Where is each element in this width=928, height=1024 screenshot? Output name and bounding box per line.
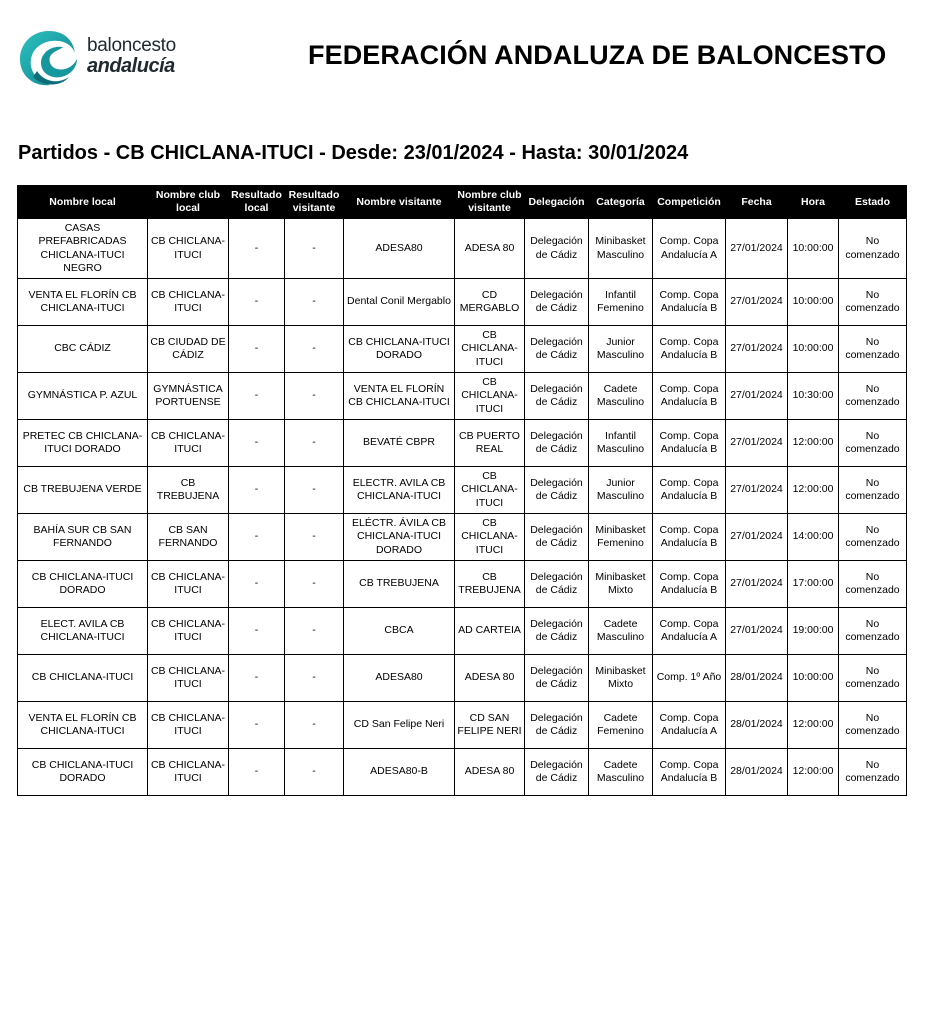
table-cell: GYMNÁSTICA P. AZUL <box>18 373 148 420</box>
brand-logo <box>17 27 207 89</box>
table-cell: No comenzado <box>839 561 907 608</box>
table-cell: CBC CÁDIZ <box>18 326 148 373</box>
table-cell: 28/01/2024 <box>726 702 788 749</box>
table-cell: CASAS PREFABRICADAS CHICLANA-ITUCI NEGRO <box>18 219 148 279</box>
table-cell: - <box>229 373 285 420</box>
table-cell: Delegación de Cádiz <box>525 467 589 514</box>
table-cell: Delegación de Cádiz <box>525 420 589 467</box>
column-header: Delegación <box>525 186 589 219</box>
table-cell: No comenzado <box>839 219 907 279</box>
column-header: Nombre club visitante <box>455 186 525 219</box>
table-cell: - <box>285 608 344 655</box>
table-cell: 28/01/2024 <box>726 749 788 796</box>
table-cell: Delegación de Cádiz <box>525 373 589 420</box>
table-cell: Junior Masculino <box>589 326 653 373</box>
table-cell: 27/01/2024 <box>726 561 788 608</box>
table-cell: CB TREBUJENA <box>344 561 455 608</box>
table-cell: - <box>229 702 285 749</box>
table-cell: CB CIUDAD DE CÁDIZ <box>148 326 229 373</box>
table-cell: - <box>285 749 344 796</box>
table-cell: CB TREBUJENA VERDE <box>18 467 148 514</box>
table-cell: Comp. Copa Andalucía B <box>653 373 726 420</box>
table-cell: Comp. Copa Andalucía B <box>653 326 726 373</box>
table-cell: - <box>285 514 344 561</box>
column-header: Nombre visitante <box>344 186 455 219</box>
table-row <box>18 655 907 702</box>
table-cell: CB CHICLANA-ITUCI <box>148 219 229 279</box>
table-cell: - <box>229 655 285 702</box>
table-cell: Infantil Femenino <box>589 279 653 326</box>
table-row <box>18 326 907 373</box>
matches-table <box>17 185 907 796</box>
table-cell: No comenzado <box>839 608 907 655</box>
table-row <box>18 749 907 796</box>
table-cell: - <box>229 219 285 279</box>
table-cell: ADESA 80 <box>455 655 525 702</box>
table-cell: Delegación de Cádiz <box>525 749 589 796</box>
table-cell: CB CHICLANA-ITUCI <box>148 420 229 467</box>
table-body <box>18 219 907 796</box>
table-cell: Delegación de Cádiz <box>525 326 589 373</box>
table-cell: Comp. Copa Andalucía B <box>653 420 726 467</box>
table-cell: Comp. Copa Andalucía B <box>653 561 726 608</box>
table-cell: ADESA80-B <box>344 749 455 796</box>
table-cell: Comp. Copa Andalucía B <box>653 279 726 326</box>
table-cell: 27/01/2024 <box>726 326 788 373</box>
table-cell: 27/01/2024 <box>726 467 788 514</box>
brand-line2: andalucía <box>87 55 175 77</box>
table-cell: Comp. Copa Andalucía A <box>653 219 726 279</box>
table-cell: Delegación de Cádiz <box>525 219 589 279</box>
table-cell: - <box>229 561 285 608</box>
table-cell: - <box>229 467 285 514</box>
table-row <box>18 279 907 326</box>
table-cell: CB CHICLANA-ITUCI <box>148 561 229 608</box>
table-cell: BAHÍA SUR CB SAN FERNANDO <box>18 514 148 561</box>
table-cell: Comp. Copa Andalucía A <box>653 702 726 749</box>
table-cell: ADESA80 <box>344 219 455 279</box>
brand-line1: baloncesto <box>87 35 176 56</box>
table-row <box>18 373 907 420</box>
table-cell: CB CHICLANA-ITUCI <box>455 326 525 373</box>
table-cell: Comp. Copa Andalucía B <box>653 749 726 796</box>
table-cell: - <box>285 561 344 608</box>
table-row <box>18 219 907 279</box>
table-cell: Junior Masculino <box>589 467 653 514</box>
table-cell: 10:00:00 <box>788 279 839 326</box>
table-cell: ADESA80 <box>344 655 455 702</box>
table-cell: Minibasket Femenino <box>589 514 653 561</box>
table-cell: No comenzado <box>839 420 907 467</box>
table-cell: 10:00:00 <box>788 326 839 373</box>
table-cell: AD CARTEIA <box>455 608 525 655</box>
table-cell: 10:00:00 <box>788 655 839 702</box>
table-cell: 27/01/2024 <box>726 608 788 655</box>
table-cell: 12:00:00 <box>788 467 839 514</box>
table-cell: Comp. Copa Andalucía B <box>653 514 726 561</box>
column-header: Resultado visitante <box>285 186 344 219</box>
table-cell: No comenzado <box>839 467 907 514</box>
table-row <box>18 467 907 514</box>
table-cell: CB CHICLANA-ITUCI <box>148 655 229 702</box>
table-cell: 27/01/2024 <box>726 373 788 420</box>
table-cell: 28/01/2024 <box>726 655 788 702</box>
table-cell: 12:00:00 <box>788 749 839 796</box>
column-header: Nombre local <box>18 186 148 219</box>
table-cell: 10:00:00 <box>788 219 839 279</box>
table-cell: VENTA EL FLORÍN CB CHICLANA-ITUCI <box>18 702 148 749</box>
column-header: Hora <box>788 186 839 219</box>
table-cell: Cadete Masculino <box>589 373 653 420</box>
table-cell: ADESA 80 <box>455 749 525 796</box>
table-cell: Delegación de Cádiz <box>525 608 589 655</box>
table-cell: CB TREBUJENA <box>148 467 229 514</box>
table-cell: VENTA EL FLORÍN CB CHICLANA-ITUCI <box>344 373 455 420</box>
table-cell: Delegación de Cádiz <box>525 655 589 702</box>
table-cell: VENTA EL FLORÍN CB CHICLANA-ITUCI <box>18 279 148 326</box>
table-cell: ELECT. AVILA CB CHICLANA-ITUCI <box>18 608 148 655</box>
table-cell: CB CHICLANA-ITUCI <box>455 514 525 561</box>
table-cell: Delegación de Cádiz <box>525 702 589 749</box>
table-cell: 27/01/2024 <box>726 514 788 561</box>
table-cell: CD MERGABLO <box>455 279 525 326</box>
table-cell: - <box>285 279 344 326</box>
table-cell: CB CHICLANA-ITUCI <box>455 467 525 514</box>
table-cell: No comenzado <box>839 702 907 749</box>
table-cell: - <box>285 467 344 514</box>
table-cell: Cadete Masculino <box>589 608 653 655</box>
table-cell: 27/01/2024 <box>726 420 788 467</box>
table-cell: 27/01/2024 <box>726 219 788 279</box>
table-cell: CBCA <box>344 608 455 655</box>
table-cell: BEVATÉ CBPR <box>344 420 455 467</box>
table-cell: - <box>229 514 285 561</box>
table-cell: - <box>285 326 344 373</box>
table-cell: No comenzado <box>839 373 907 420</box>
table-cell: GYMNÁSTICA PORTUENSE <box>148 373 229 420</box>
table-cell: CB PUERTO REAL <box>455 420 525 467</box>
table-cell: - <box>229 749 285 796</box>
table-cell: 12:00:00 <box>788 420 839 467</box>
column-header: Fecha <box>726 186 788 219</box>
column-header: Competición <box>653 186 726 219</box>
table-cell: Delegación de Cádiz <box>525 279 589 326</box>
table-cell: Minibasket Mixto <box>589 561 653 608</box>
table-cell: Comp. 1º Año <box>653 655 726 702</box>
table-row <box>18 702 907 749</box>
table-cell: - <box>229 608 285 655</box>
table-cell: 10:30:00 <box>788 373 839 420</box>
table-cell: No comenzado <box>839 655 907 702</box>
table-cell: - <box>229 326 285 373</box>
column-header: Resultado local <box>229 186 285 219</box>
table-cell: 14:00:00 <box>788 514 839 561</box>
table-cell: Comp. Copa Andalucía B <box>653 467 726 514</box>
column-header: Estado <box>839 186 907 219</box>
table-cell: No comenzado <box>839 514 907 561</box>
table-row <box>18 514 907 561</box>
table-cell: CB CHICLANA-ITUCI <box>18 655 148 702</box>
federation-title: FEDERACIÓN ANDALUZA DE BALONCESTO <box>308 40 887 70</box>
table-cell: No comenzado <box>839 749 907 796</box>
table-cell: CB CHICLANA-ITUCI <box>148 702 229 749</box>
table-cell: Infantil Masculino <box>589 420 653 467</box>
table-cell: CB CHICLANA-ITUCI <box>455 373 525 420</box>
table-cell: - <box>229 420 285 467</box>
table-cell: 19:00:00 <box>788 608 839 655</box>
table-cell: CB TREBUJENA <box>455 561 525 608</box>
table-cell: 17:00:00 <box>788 561 839 608</box>
column-header: Categoría <box>589 186 653 219</box>
table-cell: CD SAN FELIPE NERI <box>455 702 525 749</box>
page-subtitle: Partidos - CB CHICLANA-ITUCI - Desde: 23/01/2024 - Hasta: 30/01/2024 <box>18 142 689 164</box>
table-cell: ELECTR. AVILA CB CHICLANA-ITUCI <box>344 467 455 514</box>
table-row <box>18 561 907 608</box>
column-header: Nombre club local <box>148 186 229 219</box>
table-cell: ADESA 80 <box>455 219 525 279</box>
table-cell: - <box>285 219 344 279</box>
table-cell: 12:00:00 <box>788 702 839 749</box>
brand-swirl-icon <box>17 27 81 89</box>
table-cell: CB CHICLANA-ITUCI DORADO <box>18 561 148 608</box>
table-row <box>18 420 907 467</box>
table-header-row <box>18 186 907 219</box>
table-cell: 27/01/2024 <box>726 279 788 326</box>
table-cell: Dental Conil Mergablo <box>344 279 455 326</box>
table-cell: CB CHICLANA-ITUCI <box>148 608 229 655</box>
table-cell: Cadete Masculino <box>589 749 653 796</box>
table-cell: ELÉCTR. ÁVILA CB CHICLANA-ITUCI DORADO <box>344 514 455 561</box>
table-cell: - <box>285 702 344 749</box>
table-cell: - <box>285 373 344 420</box>
table-cell: No comenzado <box>839 326 907 373</box>
table-cell: CB SAN FERNANDO <box>148 514 229 561</box>
table-cell: - <box>285 655 344 702</box>
table-cell: CB CHICLANA-ITUCI <box>148 279 229 326</box>
table-cell: Delegación de Cádiz <box>525 514 589 561</box>
table-cell: No comenzado <box>839 279 907 326</box>
table-cell: Cadete Femenino <box>589 702 653 749</box>
table-cell: PRETEC CB CHICLANA-ITUCI DORADO <box>18 420 148 467</box>
table-cell: Minibasket Mixto <box>589 655 653 702</box>
table-cell: - <box>285 420 344 467</box>
table-cell: CB CHICLANA-ITUCI DORADO <box>344 326 455 373</box>
table-cell: Delegación de Cádiz <box>525 561 589 608</box>
table-cell: Minibasket Masculino <box>589 219 653 279</box>
table-cell: Comp. Copa Andalucía A <box>653 608 726 655</box>
table-cell: CB CHICLANA-ITUCI <box>148 749 229 796</box>
table-cell: - <box>229 279 285 326</box>
table-cell: CD San Felipe Neri <box>344 702 455 749</box>
table-cell: CB CHICLANA-ITUCI DORADO <box>18 749 148 796</box>
table-row <box>18 608 907 655</box>
